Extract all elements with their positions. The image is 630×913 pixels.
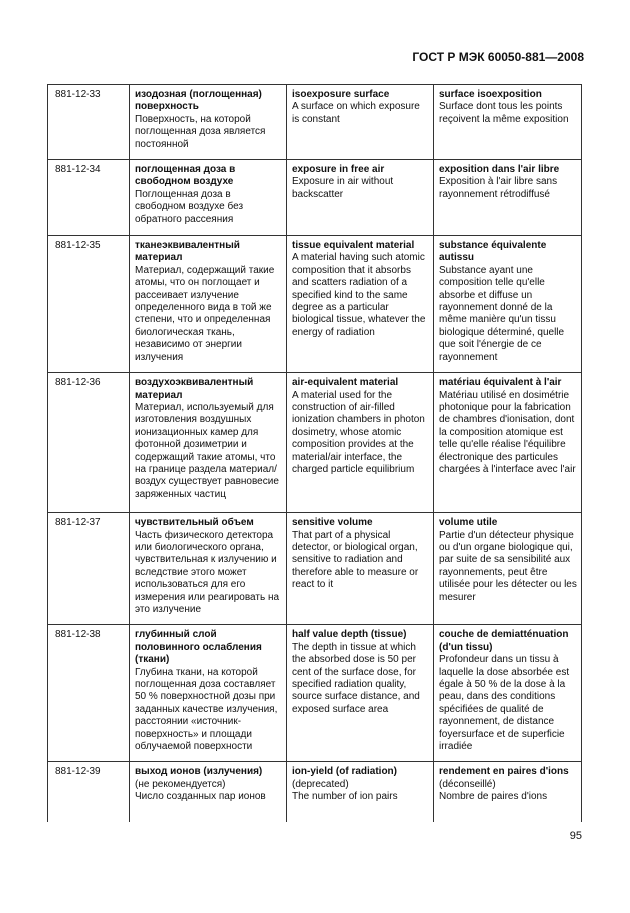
en-definition: Exposure in air without backscatter bbox=[292, 176, 394, 200]
fr-cell bbox=[434, 625, 582, 762]
en-definition: A surface on which exposure is constant bbox=[292, 101, 420, 125]
ru-definition: Число созданных пар ионов bbox=[135, 791, 266, 803]
term-number: 881-12-33 bbox=[48, 85, 130, 160]
term-number: 881-12-35 bbox=[48, 236, 130, 373]
fr-term: substance équivalente autissu bbox=[439, 240, 547, 264]
ru-term: глубинный слой половинного ослабления (ткани) bbox=[135, 629, 262, 666]
en-cell bbox=[287, 762, 434, 822]
en-cell bbox=[287, 160, 434, 236]
fr-term: surface isoexposition bbox=[439, 89, 542, 100]
en-term: tissue equivalent material bbox=[292, 240, 415, 252]
fr-definition: Nombre de paires d'ions bbox=[439, 791, 548, 803]
table-row bbox=[48, 513, 582, 625]
table-row bbox=[48, 762, 582, 822]
ru-cell bbox=[130, 762, 287, 822]
fr-cell bbox=[434, 373, 582, 513]
table-row bbox=[48, 236, 582, 373]
en-definition: The number of ion pairs bbox=[292, 791, 398, 803]
fr-cell bbox=[434, 513, 582, 625]
ru-cell bbox=[130, 160, 287, 236]
fr-note: (déconseillé) bbox=[439, 778, 496, 790]
ru-note: (не рекомендуется) bbox=[135, 778, 226, 790]
ru-cell bbox=[130, 373, 287, 513]
document-header: ГОСТ Р МЭК 60050-881—2008 bbox=[412, 50, 584, 64]
ru-definition: Часть физического детектора или биологического органа, чувствительная к излучению и вследствие этого может использоваться для его измерения или реагировать на это излучение bbox=[135, 529, 280, 615]
ru-definition: Материал, содержащий такие атомы, что он поглощает и рассеивает излучение определенного вида в той же степени, что и определенная биологическая ткань, независимо от энергии излучения bbox=[135, 264, 275, 363]
page-number: 95 bbox=[569, 830, 582, 842]
en-term: half value depth (tissue) bbox=[292, 629, 407, 641]
en-cell bbox=[287, 625, 434, 762]
en-term: exposure in free air bbox=[292, 164, 385, 176]
fr-definition: Matériau utilisé en dosimétrie photonique pour la fabrication de chambres d'ionisation, dont la composition atomique est telle qu'elle réalise l'équilibre électronique des particules chargées à l'interface avec l'air bbox=[439, 389, 576, 475]
ru-definition: Поглощенная доза в свободном воздухе без обратного рассеяния bbox=[135, 188, 244, 225]
fr-term: exposition dans l'air libre bbox=[439, 164, 560, 176]
fr-cell bbox=[434, 236, 582, 373]
terminology-table-body bbox=[48, 85, 582, 822]
ru-definition: Глубина ткани, на которой поглощенная доза составляет 50 % поверхностной дозы при заданных качестве излучения, расстоянии «источник-поверхность» и площади облучаемой поверхности bbox=[135, 666, 278, 752]
term-number: 881-12-34 bbox=[48, 160, 130, 236]
en-cell bbox=[287, 513, 434, 625]
fr-definition: Profondeur dans un tissu à laquelle la dose absorbée est égale à 50 % de la dose à la peau, dans des conditions spécifiées de qualité de rayonnement, de distance foyersurface et de superficie irradiée bbox=[439, 654, 570, 752]
fr-definition: Surface dont tous les points reçoivent la même exposition bbox=[439, 101, 569, 125]
fr-cell bbox=[434, 160, 582, 236]
ru-term: тканеэквивалентный материал bbox=[135, 240, 240, 264]
term-number: 881-12-38 bbox=[48, 625, 130, 762]
ru-term: чувствительный объем bbox=[135, 517, 254, 529]
table-row bbox=[48, 373, 582, 513]
en-cell bbox=[287, 85, 434, 160]
en-definition: The depth in tissue at which the absorbed dose is 50 per cent of the surface dose, for specified radiation quality, source surface distance, and exposed surface area bbox=[292, 641, 420, 715]
en-term: sensitive volume bbox=[292, 517, 373, 529]
ru-cell bbox=[130, 85, 287, 160]
ru-term: выход ионов (излучения) bbox=[135, 766, 263, 778]
table-row bbox=[48, 85, 582, 160]
en-definition: A material having such atomic composition that it absorbs and scatters radiation of a specified kind to the same degree as a particular biological tissue, whatever the energy of radiation bbox=[292, 252, 426, 338]
fr-term: matériau équivalent à l'air bbox=[439, 377, 562, 389]
terminology-table bbox=[47, 84, 582, 822]
table-row bbox=[48, 160, 582, 236]
term-number: 881-12-37 bbox=[48, 513, 130, 625]
en-term: air-equivalent material bbox=[292, 377, 399, 389]
ru-definition: Поверхность, на которой поглощенная доза является постоянной bbox=[135, 113, 266, 150]
table-row bbox=[48, 625, 582, 762]
fr-definition: Partie d'un détecteur physique ou d'un organe biologique qui, par suite de sa sensibilité aux rayonnements, peut être utilisée pour les détecter ou les mesurer bbox=[439, 529, 577, 603]
fr-term: rendement en paires d'ions bbox=[439, 766, 569, 778]
fr-cell bbox=[434, 762, 582, 822]
ru-cell bbox=[130, 236, 287, 373]
en-definition: A material used for the construction of air-filled ionization chambers in photon dosimetry, whose atomic composition provides at the material/air interface, the charged particle equilibrium bbox=[292, 389, 425, 475]
fr-cell bbox=[434, 85, 582, 160]
fr-term: volume utile bbox=[439, 517, 498, 529]
ru-definition: Материал, используемый для изготовления воздушных ионизационных камер для фотонной дозиметрии и содержащий такие атомы, что на границе раздела материал/воздух существует равновесие заряженных частиц bbox=[135, 401, 279, 500]
fr-definition: Exposition à l'air libre sans rayonnement rétrodiffusé bbox=[439, 176, 558, 200]
fr-term: couche de demiatténuation (d'un tissu) bbox=[439, 629, 569, 653]
en-term: ion-yield (of radiation) bbox=[292, 766, 397, 778]
en-note: (deprecated) bbox=[292, 778, 349, 790]
en-definition: That part of a physical detector, or biological organ, sensitive to radiation and therefore able to measure or react to it bbox=[292, 529, 419, 591]
term-number: 881-12-39 bbox=[48, 762, 130, 822]
ru-term: изодозная (поглощенная) поверхность bbox=[135, 89, 262, 113]
ru-term: поглощенная доза в свободном воздухе bbox=[135, 164, 236, 188]
ru-term: воздухоэквивалентный материал bbox=[135, 377, 254, 401]
ru-cell bbox=[130, 513, 287, 625]
en-cell bbox=[287, 236, 434, 373]
en-term: isoexposure surface bbox=[292, 89, 390, 100]
term-number: 881-12-36 bbox=[48, 373, 130, 513]
en-cell bbox=[287, 373, 434, 513]
fr-definition: Substance ayant une composition telle qu'elle absorbe et diffuse un rayonnement donné de la même manière qu'un tissu biologique déterminé, quelle que soit l'énergie de ce rayonnement bbox=[439, 264, 565, 363]
ru-cell bbox=[130, 625, 287, 762]
